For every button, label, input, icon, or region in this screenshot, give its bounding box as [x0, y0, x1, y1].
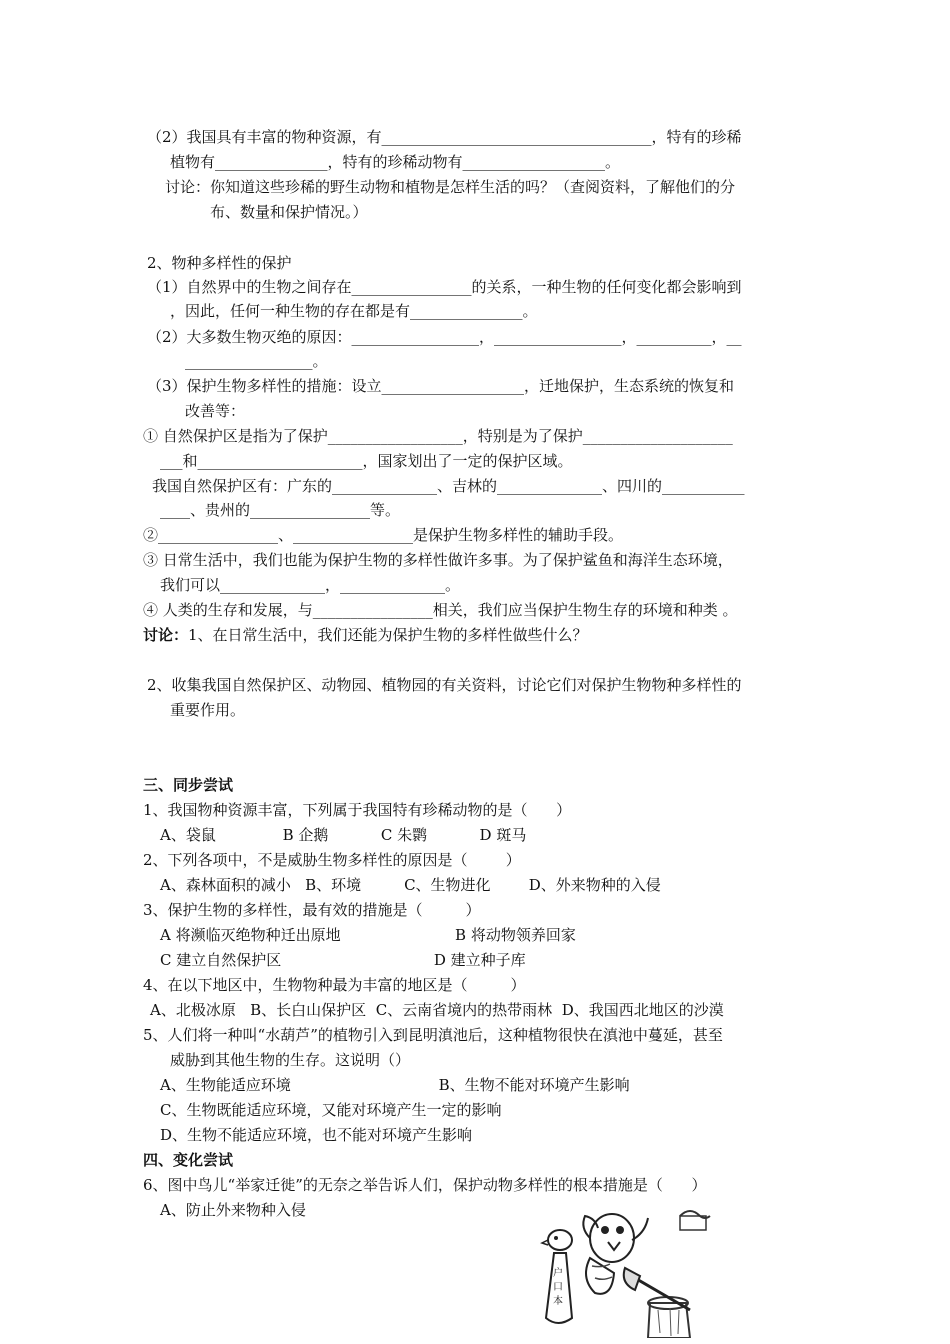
text-line: A、生物能适应环境 B、生物不能对环境产生影响 — [160, 1076, 630, 1094]
text-line: A、袋鼠 B 企鹅 C 朱鹮 D 斑马 — [160, 826, 527, 844]
text-line: 2、物种多样性的保护 — [147, 254, 292, 272]
svg-text:户: 户 — [553, 1268, 563, 1279]
text-line: 2、收集我国自然保护区、动物园、植物园的有关资料，讨论它们对保护生物物种多样性的 — [147, 676, 742, 694]
text-line: （3）保护生物多样性的措施：设立___________________，迁地保护，生态系统的恢复和 — [147, 377, 735, 395]
text-line: 布、数量和保护情况。） — [210, 203, 368, 221]
text-line: ① 自然保护区是指为了保护__________________，特别是为了保护____________________ — [143, 427, 733, 445]
text-line: ___和______________________，国家划出了一定的保护区域。 — [160, 452, 573, 470]
text-line: ④ 人类的生存和发展，与________________相关，我们应当保护生物生存的环境和种类 。 — [143, 601, 738, 619]
text-line: 植物有_______________，特有的珍稀动物有___________________。 — [170, 153, 621, 171]
text-line — [143, 625, 588, 645]
text-line: _________________。 — [185, 352, 328, 370]
text-line: C、生物既能适应环境，又能对环境产生一定的影响 — [160, 1101, 502, 1119]
text-line: 讨论：你知道这些珍稀的野生动物和植物是怎样生活的吗？（查阅资料，了解他们的分 — [165, 178, 736, 196]
text-line: 1、我国物种资源丰富，下列属于我国特有珍稀动物的是（ ） — [143, 801, 572, 819]
text-line: A、森林面积的减小 B、环境 C、生物进化 D、外来物种的入侵 — [160, 876, 661, 894]
text-line: （2）大多数生物灭绝的原因：_________________，_________________，__________，__ — [147, 328, 742, 346]
bold-label: 讨论： — [143, 626, 189, 644]
text-line: 6、图中鸟儿“举家迁徙”的无奈之举告诉人们，保护动物多样性的根本措施是（ ） — [143, 1176, 707, 1194]
text-line: 威胁到其他生物的生存。这说明（） — [170, 1051, 411, 1069]
text-line: 3、保护生物的多样性，最有效的措施是（ ） — [143, 901, 481, 919]
text-line: 我们可以______________，______________。 — [160, 576, 461, 594]
svg-text:口: 口 — [553, 1282, 563, 1293]
text-line: D、生物不能适应环境，也不能对环境产生影响 — [160, 1126, 473, 1144]
text-line: （1）自然界中的生物之间存在________________的关系，一种生物的任何变化都会影响到 — [147, 278, 742, 296]
text-line: 四、变化尝试 — [143, 1151, 234, 1169]
text-line: 改善等： — [185, 402, 246, 420]
text-line: 三、同步尝试 — [143, 776, 234, 794]
text-line: （2）我国具有丰富的物种资源，有____________________________________，特有的珍稀 — [147, 128, 742, 146]
text-line: A、防止外来物种入侵 — [160, 1201, 306, 1219]
text-line: ②________________、________________是保护生物多样性的辅助手段。 — [143, 526, 624, 544]
text-line: 2、下列各项中，不是威胁生物多样性的原因是（ ） — [143, 851, 521, 869]
text-line: 重要作用。 — [170, 701, 246, 719]
svg-text:本: 本 — [553, 1296, 563, 1307]
text-line: ，因此，任何一种生物的存在都是有_______________。 — [170, 302, 538, 320]
line-rest: 1、在日常生活中，我们还能为保护生物的多样性做些什么？ — [188, 626, 588, 644]
text-line: ③ 日常生活中，我们也能为保护生物的多样性做许多事。为了保护鲨鱼和海洋生态环境， — [143, 551, 733, 569]
text-line: A 将濒临灭绝物种迁出原地 B 将动物领养回家 — [160, 926, 576, 944]
text-line: ____、贵州的________________等。 — [160, 501, 401, 519]
text-line: C 建立自然保护区 D 建立种子库 — [160, 951, 526, 969]
text-line: 5、人们将一种叫“水葫芦”的植物引入到昆明滇池后，这种植物很快在滇池中蔓延，甚至 — [143, 1026, 723, 1044]
text-line: A、北极冰原 B、长白山保护区 C、云南省境内的热带雨林 D、我国西北地区的沙漠 — [150, 1001, 724, 1019]
text-line: 4、在以下地区中，生物物种最为丰富的地区是（ ） — [143, 976, 526, 994]
bird-migration-cartoon — [540, 1198, 720, 1338]
text-line: 我国自然保护区有：广东的______________、吉林的______________、四川的___________ — [152, 477, 745, 495]
